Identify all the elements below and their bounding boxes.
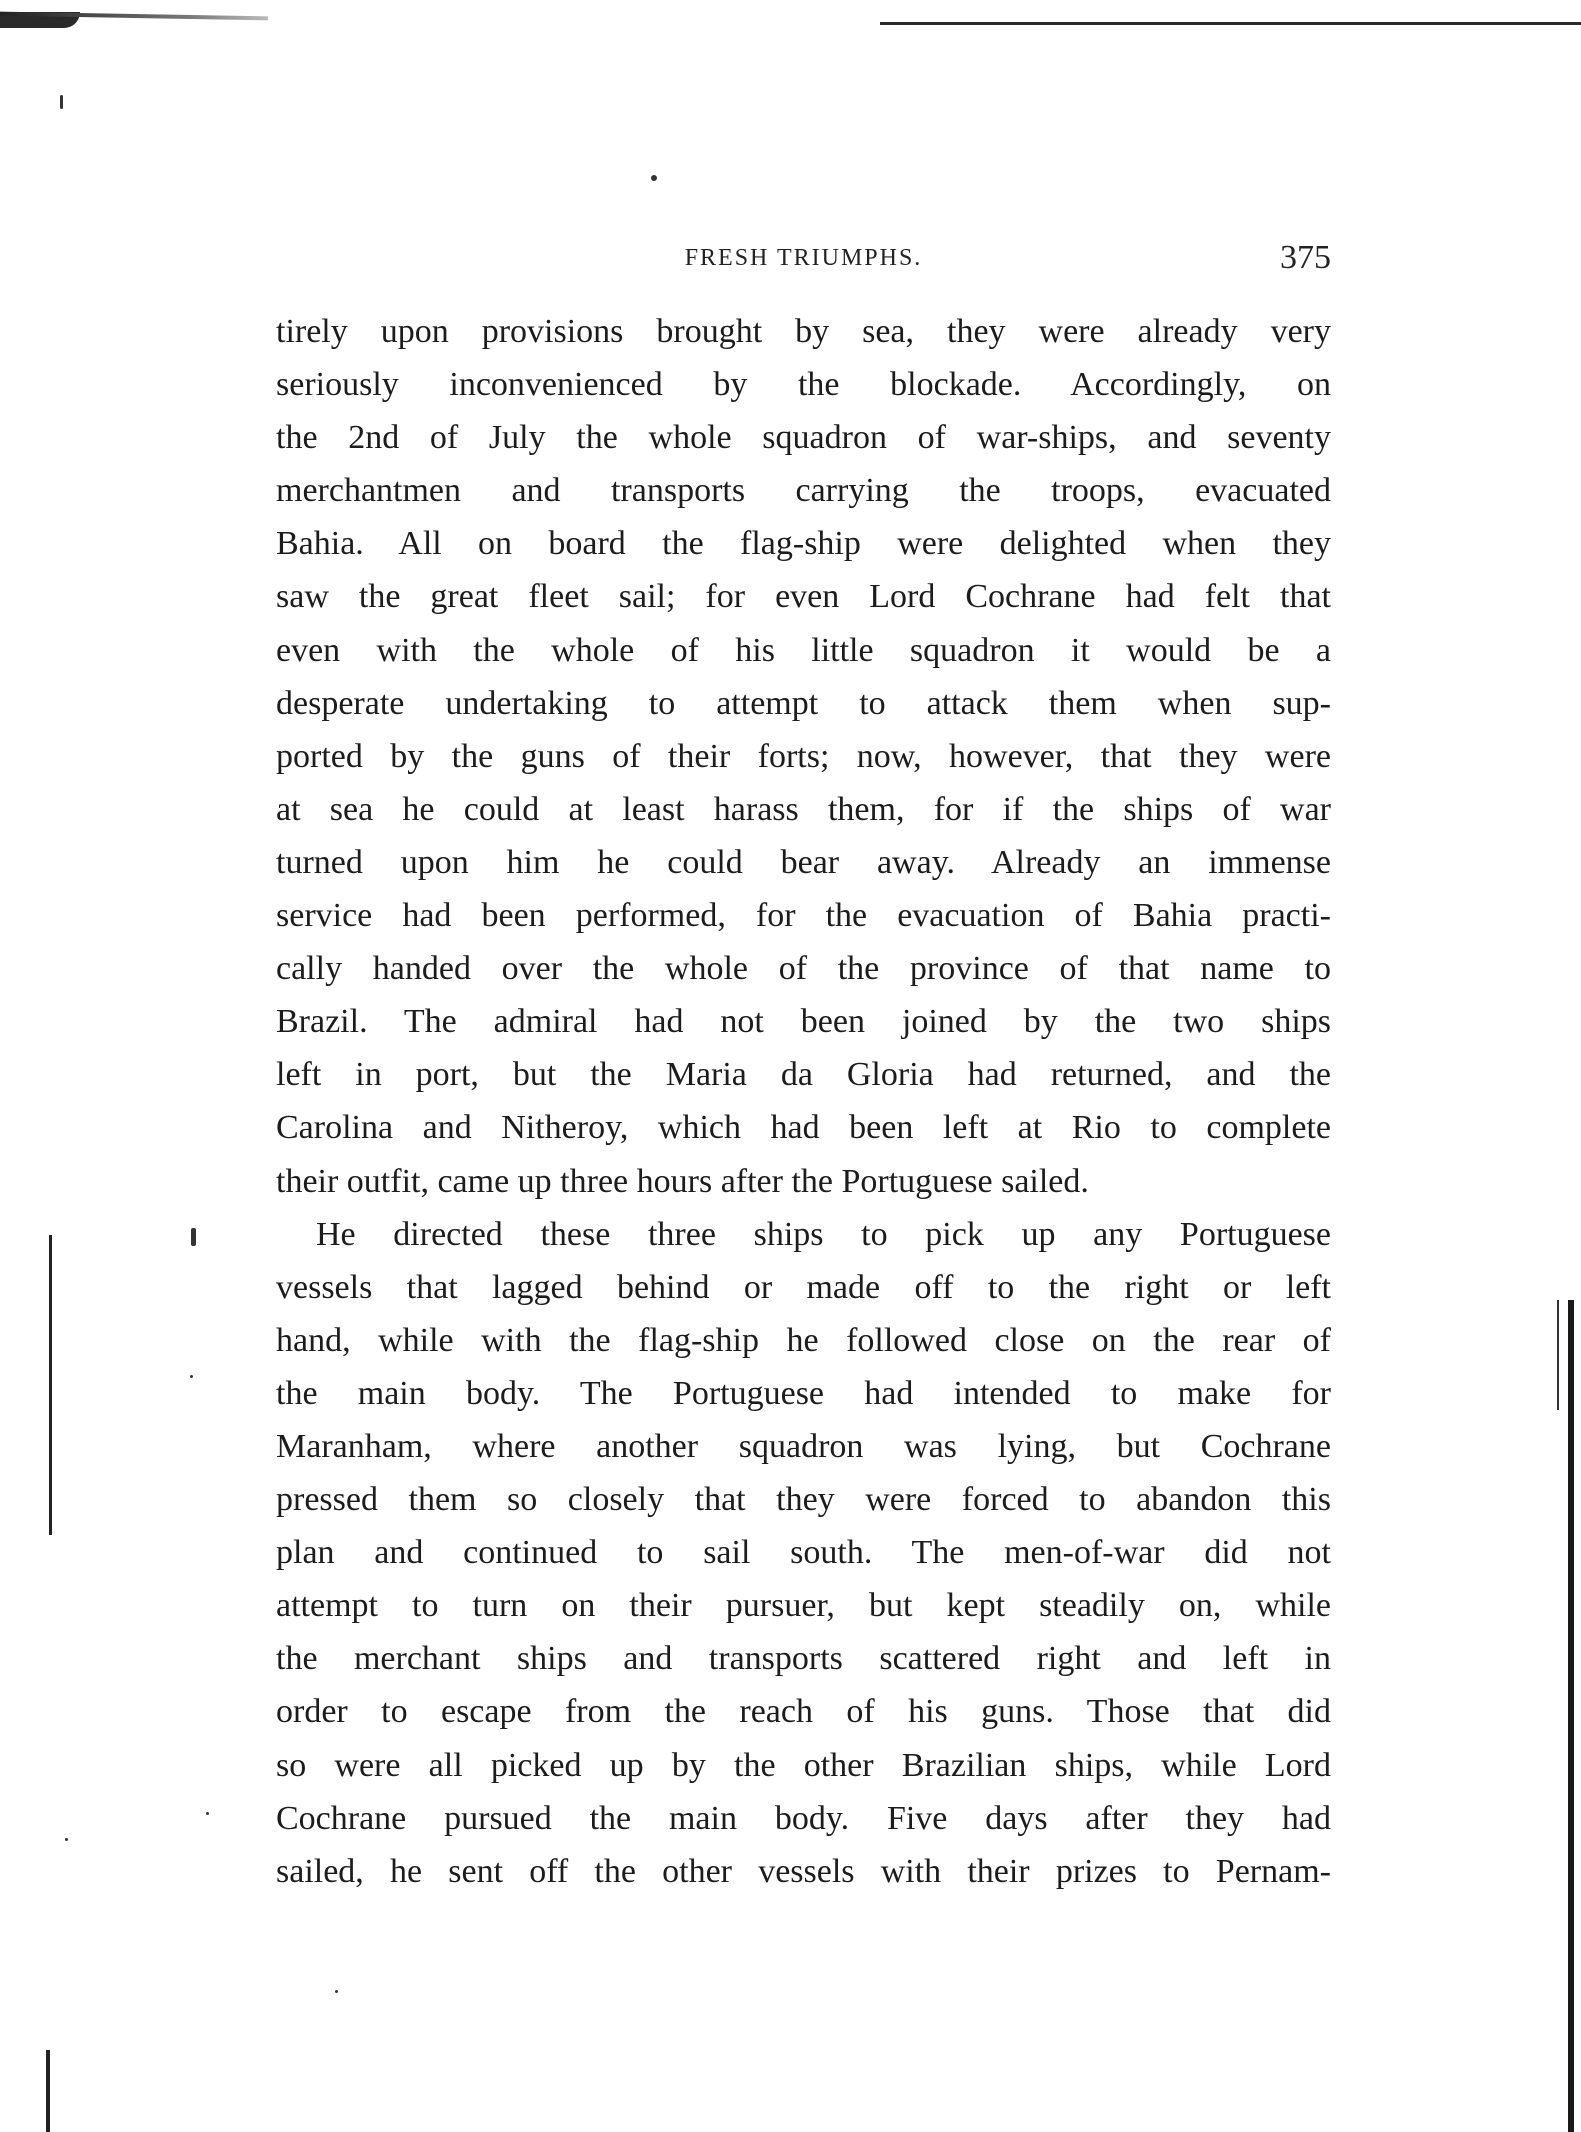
text-line: their outfit, came up three hours after the Portuguese sailed. (276, 1162, 1089, 1200)
text-line: the 2nd of July the whole squadron of war-ships, and seventy (276, 419, 1331, 457)
scan-speck (60, 95, 63, 109)
text-line: Brazil. The admiral had not been joined by the two ships (276, 1003, 1331, 1041)
text-line: service had been performed, for the evacuation of Bahia practi- (276, 897, 1331, 935)
text-line: the main body. The Portuguese had intended to make for (276, 1374, 1331, 1412)
text-line: plan and continued to sail south. The men-of-war did not (276, 1534, 1331, 1572)
scan-speck (335, 1990, 338, 1993)
text-line: ported by the guns of their forts; now, however, that they were (276, 737, 1331, 775)
body-text (276, 305, 1331, 1898)
text-line: order to escape from the reach of his guns. Those that did (276, 1693, 1331, 1731)
page-number: 375 (1280, 239, 1331, 276)
text-line: Cochrane pursued the main body. Five days after they had (276, 1799, 1331, 1837)
scan-speck (191, 1228, 196, 1246)
text-line: tirely upon provisions brought by sea, they were already very (276, 313, 1331, 350)
text-line: at sea he could at least harass them, for if the ships of war (276, 790, 1331, 828)
text-line: hand, while with the flag-ship he followed close on the rear of (276, 1321, 1331, 1359)
scan-edge-right-thin (1557, 1300, 1559, 1410)
scan-rule-right (880, 22, 1581, 25)
scan-speck (651, 175, 657, 181)
text-line: seriously inconvenienced by the blockade. Accordingly, on (276, 366, 1331, 404)
scan-edge-left-upper (49, 1235, 52, 1535)
running-title: FRESH TRIUMPHS. (684, 245, 923, 271)
running-header (276, 239, 1331, 289)
text-line: left in port, but the Maria da Gloria had returned, and the (276, 1056, 1331, 1094)
text-line: the merchant ships and transports scattered right and left in (276, 1640, 1331, 1678)
text-line: desperate undertaking to attempt to attack them when sup- (276, 684, 1331, 722)
scan-speck (206, 1812, 209, 1815)
text-line: Bahia. All on board the flag-ship were delighted when they (276, 525, 1331, 563)
text-line: merchantmen and transports carrying the troops, evacuated (276, 472, 1331, 510)
scan-edge-left-lower (46, 2050, 50, 2132)
paragraph-1 (276, 305, 1331, 1208)
text-line: so were all picked up by the other Brazilian ships, while Lord (276, 1746, 1331, 1784)
text-line: vessels that lagged behind or made off to the right or left (276, 1268, 1331, 1306)
text-line: turned upon him he could bear away. Already an immense (276, 843, 1331, 881)
paragraph-2 (276, 1208, 1331, 1898)
text-line: even with the whole of his little squadron it would be a (276, 631, 1331, 669)
scan-speck (65, 1838, 68, 1841)
text-line: He directed these three ships to pick up any Portuguese (316, 1215, 1331, 1253)
scan-edge-right (1568, 1300, 1574, 2132)
text-line: cally handed over the whole of the province of that name to (276, 950, 1331, 988)
text-line: sailed, he sent off the other vessels with their prizes to Pernam- (276, 1852, 1331, 1890)
text-line: pressed them so closely that they were forced to abandon this (276, 1481, 1331, 1519)
scan-speck (190, 1375, 193, 1378)
text-line: Maranham, where another squadron was lying, but Cochrane (276, 1427, 1331, 1465)
text-line: attempt to turn on their pursuer, but kept steadily on, while (276, 1587, 1331, 1625)
text-line: Carolina and Nitheroy, which had been left at Rio to complete (276, 1109, 1331, 1147)
text-line: saw the great fleet sail; for even Lord Cochrane had felt that (276, 578, 1331, 616)
